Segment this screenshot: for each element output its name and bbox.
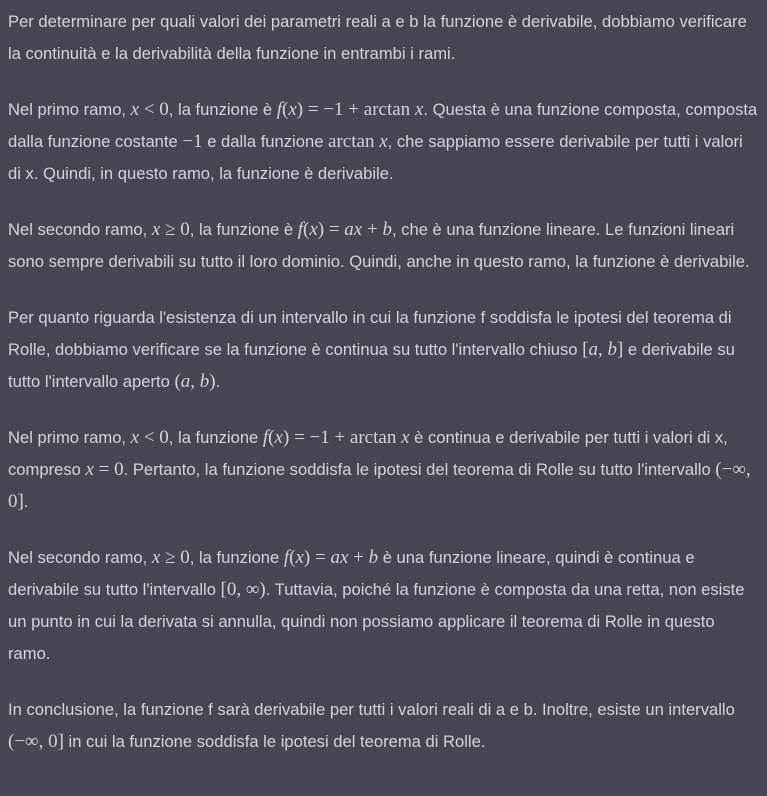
text-run: , la funzione: [189, 548, 284, 567]
text-run: , che è una funzione lineare. Le funzioni lineari sono sempre derivabili su tutto il loro dominio. Quindi, anche in questo ramo, la funzione è derivabile.: [8, 220, 750, 271]
math-expression: [a, b]: [582, 339, 624, 360]
math-expression: x < 0: [130, 427, 169, 448]
text-run: , la funzione è: [168, 100, 277, 119]
math-expression: (−∞, 0]: [8, 459, 751, 512]
text-run: , la funzione: [168, 428, 263, 447]
answer-paragraph: [8, 302, 758, 398]
math-expression: [0, ∞): [220, 579, 266, 600]
text-run: Nel secondo ramo,: [8, 220, 152, 239]
text-run: Nel secondo ramo,: [8, 548, 152, 567]
answer-paragraph: [8, 94, 758, 190]
text-run: in cui la funzione soddisfa le ipotesi del teorema di Rolle.: [63, 732, 486, 751]
text-run: Per determinare per quali valori dei parametri reali a e b la funzione è derivabile, dobbiamo verificare la continuità e la derivabilità della funzione in entrambi i rami.: [8, 12, 747, 63]
text-run: . Questa è una funzione composta, composta dalla funzione costante: [8, 100, 758, 151]
math-expression: f(x) = −1 + arctan x: [262, 427, 410, 448]
math-expression: f(x) = ax + b: [283, 547, 379, 568]
math-expression: x ≥ 0: [151, 219, 190, 240]
text-run: , la funzione è: [189, 220, 298, 239]
text-run: , che sappiamo essere derivabile per tutti i valori di x. Quindi, in questo ramo, la funzione è derivabile.: [8, 132, 743, 183]
text-run: e dalla funzione: [202, 132, 329, 151]
text-run: è una funzione lineare, quindi è continua e derivabile su tutto l'intervallo: [8, 548, 695, 599]
math-expression: x < 0: [130, 99, 169, 120]
text-run: In conclusione, la funzione f sarà derivabile per tutti i valori reali di a e b. Inoltre, esiste un intervallo: [8, 700, 735, 719]
text-run: Per quanto riguarda l'esistenza di un intervallo in cui la funzione f soddisfa le ipotesi del teorema di Rolle, dobbiamo verificare se la funzione è continua su tutto l'intervallo chiuso: [8, 308, 732, 359]
text-run: . Tuttavia, poiché la funzione è composta da una retta, non esiste un punto in cui la derivata si annulla, quindi non possiamo applicare il teorema di Rolle in questo ramo.: [8, 580, 745, 663]
math-expression: f(x) = ax + b: [297, 219, 392, 240]
math-expression: x ≥ 0: [151, 547, 190, 568]
text-run: Nel primo ramo,: [8, 428, 131, 447]
text-run: e derivabile su tutto l'intervallo aperto: [8, 340, 735, 391]
math-expression: (a, b): [174, 371, 216, 392]
text-run: Nel primo ramo,: [8, 100, 131, 119]
math-expression: (−∞, 0]: [8, 731, 64, 752]
text-run: .: [215, 372, 221, 391]
math-expression: x = 0: [85, 459, 124, 480]
math-expression: f(x) = −1 + arctan x: [276, 99, 424, 120]
answer-paragraph: [8, 6, 758, 70]
text-run: .: [23, 492, 29, 511]
text-run: . Pertanto, la funzione soddisfa le ipotesi del teorema di Rolle su tutto l'intervallo: [123, 460, 716, 479]
answer-paragraph: [8, 422, 758, 518]
text-run: è continua e derivabile per tutti i valori di x, compreso: [8, 428, 728, 479]
math-expression: −1: [182, 131, 203, 152]
answer-paragraph: [8, 214, 758, 278]
answer-paragraph: [8, 694, 758, 758]
math-expression: arctan x: [328, 131, 388, 152]
answer-paragraph: [8, 542, 758, 670]
